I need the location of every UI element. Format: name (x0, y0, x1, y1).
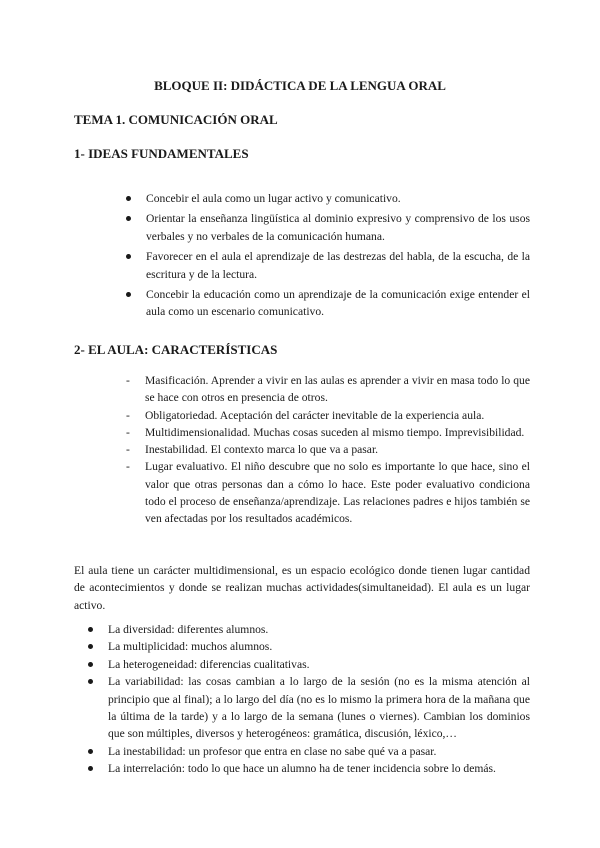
list-item: La interrelación: todo lo que hace un alumno ha de tener incidencia sobre lo demás. (88, 760, 530, 777)
list-item: La variabilidad: las cosas cambian a lo largo de la sesión (no es la misma atención al principio que al final); a lo largo del día (no es lo mismo la primera hora de la mañana que la última de la tarde) y a lo largo de la semana (lunes o viernes). Cambian los dominios que son múltiples, diversos y heterogéneos: gramática, discusión, léxico,… (88, 673, 530, 743)
bullet-icon (88, 766, 93, 771)
bullet-icon (126, 216, 131, 221)
list-item: La diversidad: diferentes alumnos. (88, 621, 530, 638)
bullet-icon (126, 196, 131, 201)
dash-icon: - (126, 460, 130, 474)
list-item: La heterogeneidad: diferencias cualitativas. (88, 656, 530, 673)
bullet-icon (126, 254, 131, 259)
bullet-icon (126, 292, 131, 297)
list-item: - Masificación. Aprender a vivir en las aulas es aprender a vivir en masa todo lo que se hace con otros en presencia de otros. (126, 374, 530, 405)
bullet-icon (88, 662, 93, 667)
traits-list (88, 621, 530, 778)
ideas-list (126, 190, 530, 324)
classroom-paragraph: El aula tiene un carácter multidimensional, es un espacio ecológico donde tienen lugar cantidad de acontecimientos y donde se realizan muchas actividades(simultaneidad). El aula es un lugar activo. (74, 564, 530, 612)
list-item: - Lugar evaluativo. El niño descubre que no solo es importante lo que hace, sino el valor que otras personas dan a cómo lo hace. Este poder evaluativo condiciona todo el proceso de enseñanza/aprendizaje. Las relaciones padres e hijos también se ven afectadas por los resultados académicos. (126, 460, 530, 526)
characteristics-list (126, 372, 530, 528)
list-item: La inestabilidad: un profesor que entra en clase no sabe qué va a pasar. (88, 743, 530, 760)
dash-icon: - (126, 408, 130, 422)
bullet-icon (88, 644, 93, 649)
list-item: Concebir la educación como un aprendizaje de la comunicación exige entender el aula como un escenario comunicativo. (126, 286, 530, 321)
document-title: BLOQUE II: DIDÁCTICA DE LA LENGUA ORAL (154, 78, 446, 93)
list-item: La multiplicidad: muchos alumnos. (88, 638, 530, 655)
topic-heading: TEMA 1. COMUNICACIÓN ORAL (74, 112, 278, 127)
bullet-icon (88, 679, 93, 684)
list-item: Favorecer en el aula el aprendizaje de las destrezas del habla, de la escucha, de la escritura y de la lectura. (126, 248, 530, 283)
dash-icon: - (126, 425, 130, 439)
dash-icon: - (126, 443, 130, 457)
list-item: - Multidimensionalidad. Muchas cosas suceden al mismo tiempo. Imprevisibilidad. (126, 424, 530, 441)
bullet-icon (88, 749, 93, 754)
bullet-icon (88, 627, 93, 632)
list-item: - Inestabilidad. El contexto marca lo que va a pasar. (126, 441, 530, 458)
list-item: - Obligatoriedad. Aceptación del carácter inevitable de la experiencia aula. (126, 407, 530, 424)
list-item: Orientar la enseñanza lingüística al dominio expresivo y comprensivo de los usos verbales y no verbales de la comunicación humana. (126, 210, 530, 245)
dash-icon: - (126, 374, 130, 387)
list-item: Concebir el aula como un lugar activo y comunicativo. (126, 190, 530, 207)
section1-heading: 1- IDEAS FUNDAMENTALES (74, 146, 249, 161)
section2-heading: 2- EL AULA: CARACTERÍSTICAS (74, 342, 278, 357)
